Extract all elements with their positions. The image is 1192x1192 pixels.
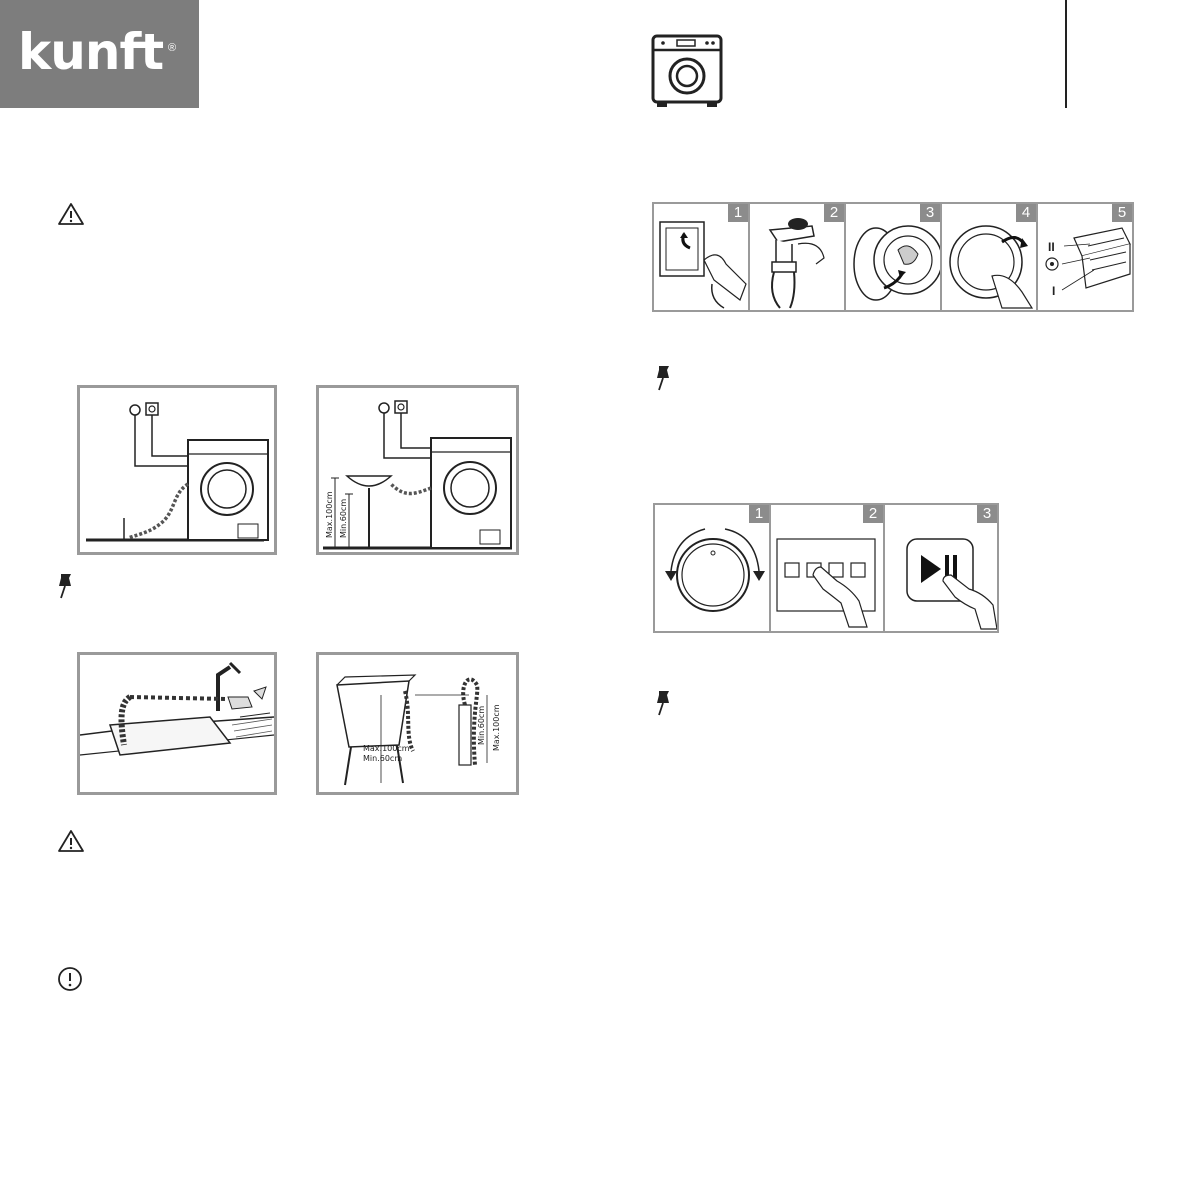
- figure-drain-floor: [77, 385, 277, 555]
- operation-steps-strip: [653, 503, 999, 633]
- step-number: 2: [824, 204, 844, 222]
- header-divider: [1065, 0, 1067, 108]
- pushpin-icon: [53, 572, 77, 605]
- figure-drain-sink: [316, 385, 519, 555]
- step-number: 1: [728, 204, 748, 222]
- dispenser-label-ii: II: [1048, 240, 1055, 254]
- step-number: 1: [749, 505, 769, 523]
- pushpin-icon: [651, 689, 675, 722]
- prep-step-close-door: [942, 204, 1038, 310]
- prep-step-detergent: [1038, 204, 1132, 310]
- op-step-select-program: [655, 505, 771, 631]
- preparation-steps-strip: [652, 202, 1134, 312]
- brand-logo: [0, 0, 199, 108]
- figure-hose-on-sink: [77, 652, 277, 795]
- prep-step-tap: [750, 204, 846, 310]
- fig-b-min-label: Min.60cm: [339, 498, 348, 538]
- prep-step-plug: [654, 204, 750, 310]
- fig-d-max-label-right: Max.100cm: [492, 704, 501, 751]
- dispenser-label-i: I: [1052, 284, 1056, 298]
- pushpin-icon: [651, 364, 675, 397]
- warning-triangle-icon: [57, 202, 85, 231]
- step-number: 5: [1112, 204, 1132, 222]
- fig-b-max-label: Max.100cm: [325, 491, 334, 538]
- fig-d-max-label: Max.100cm: [363, 744, 410, 753]
- prep-step-load-drum: [846, 204, 942, 310]
- fig-d-min-label: Min.60cm: [363, 754, 403, 763]
- step-number: 4: [1016, 204, 1036, 222]
- step-number: 2: [863, 505, 883, 523]
- step-number: 3: [977, 505, 997, 523]
- op-step-select-options: [771, 505, 885, 631]
- op-step-start-pause: [885, 505, 997, 631]
- exclamation-circle-icon: [57, 966, 83, 997]
- figure-hose-on-tub: [316, 652, 519, 795]
- brand-name: kunft: [18, 23, 164, 81]
- warning-triangle-icon: [57, 829, 85, 858]
- fig-d-min-label-right: Min.60cm: [477, 705, 486, 745]
- registered-mark: ®: [168, 42, 177, 54]
- washing-machine-icon: [651, 34, 723, 112]
- step-number: 3: [920, 204, 940, 222]
